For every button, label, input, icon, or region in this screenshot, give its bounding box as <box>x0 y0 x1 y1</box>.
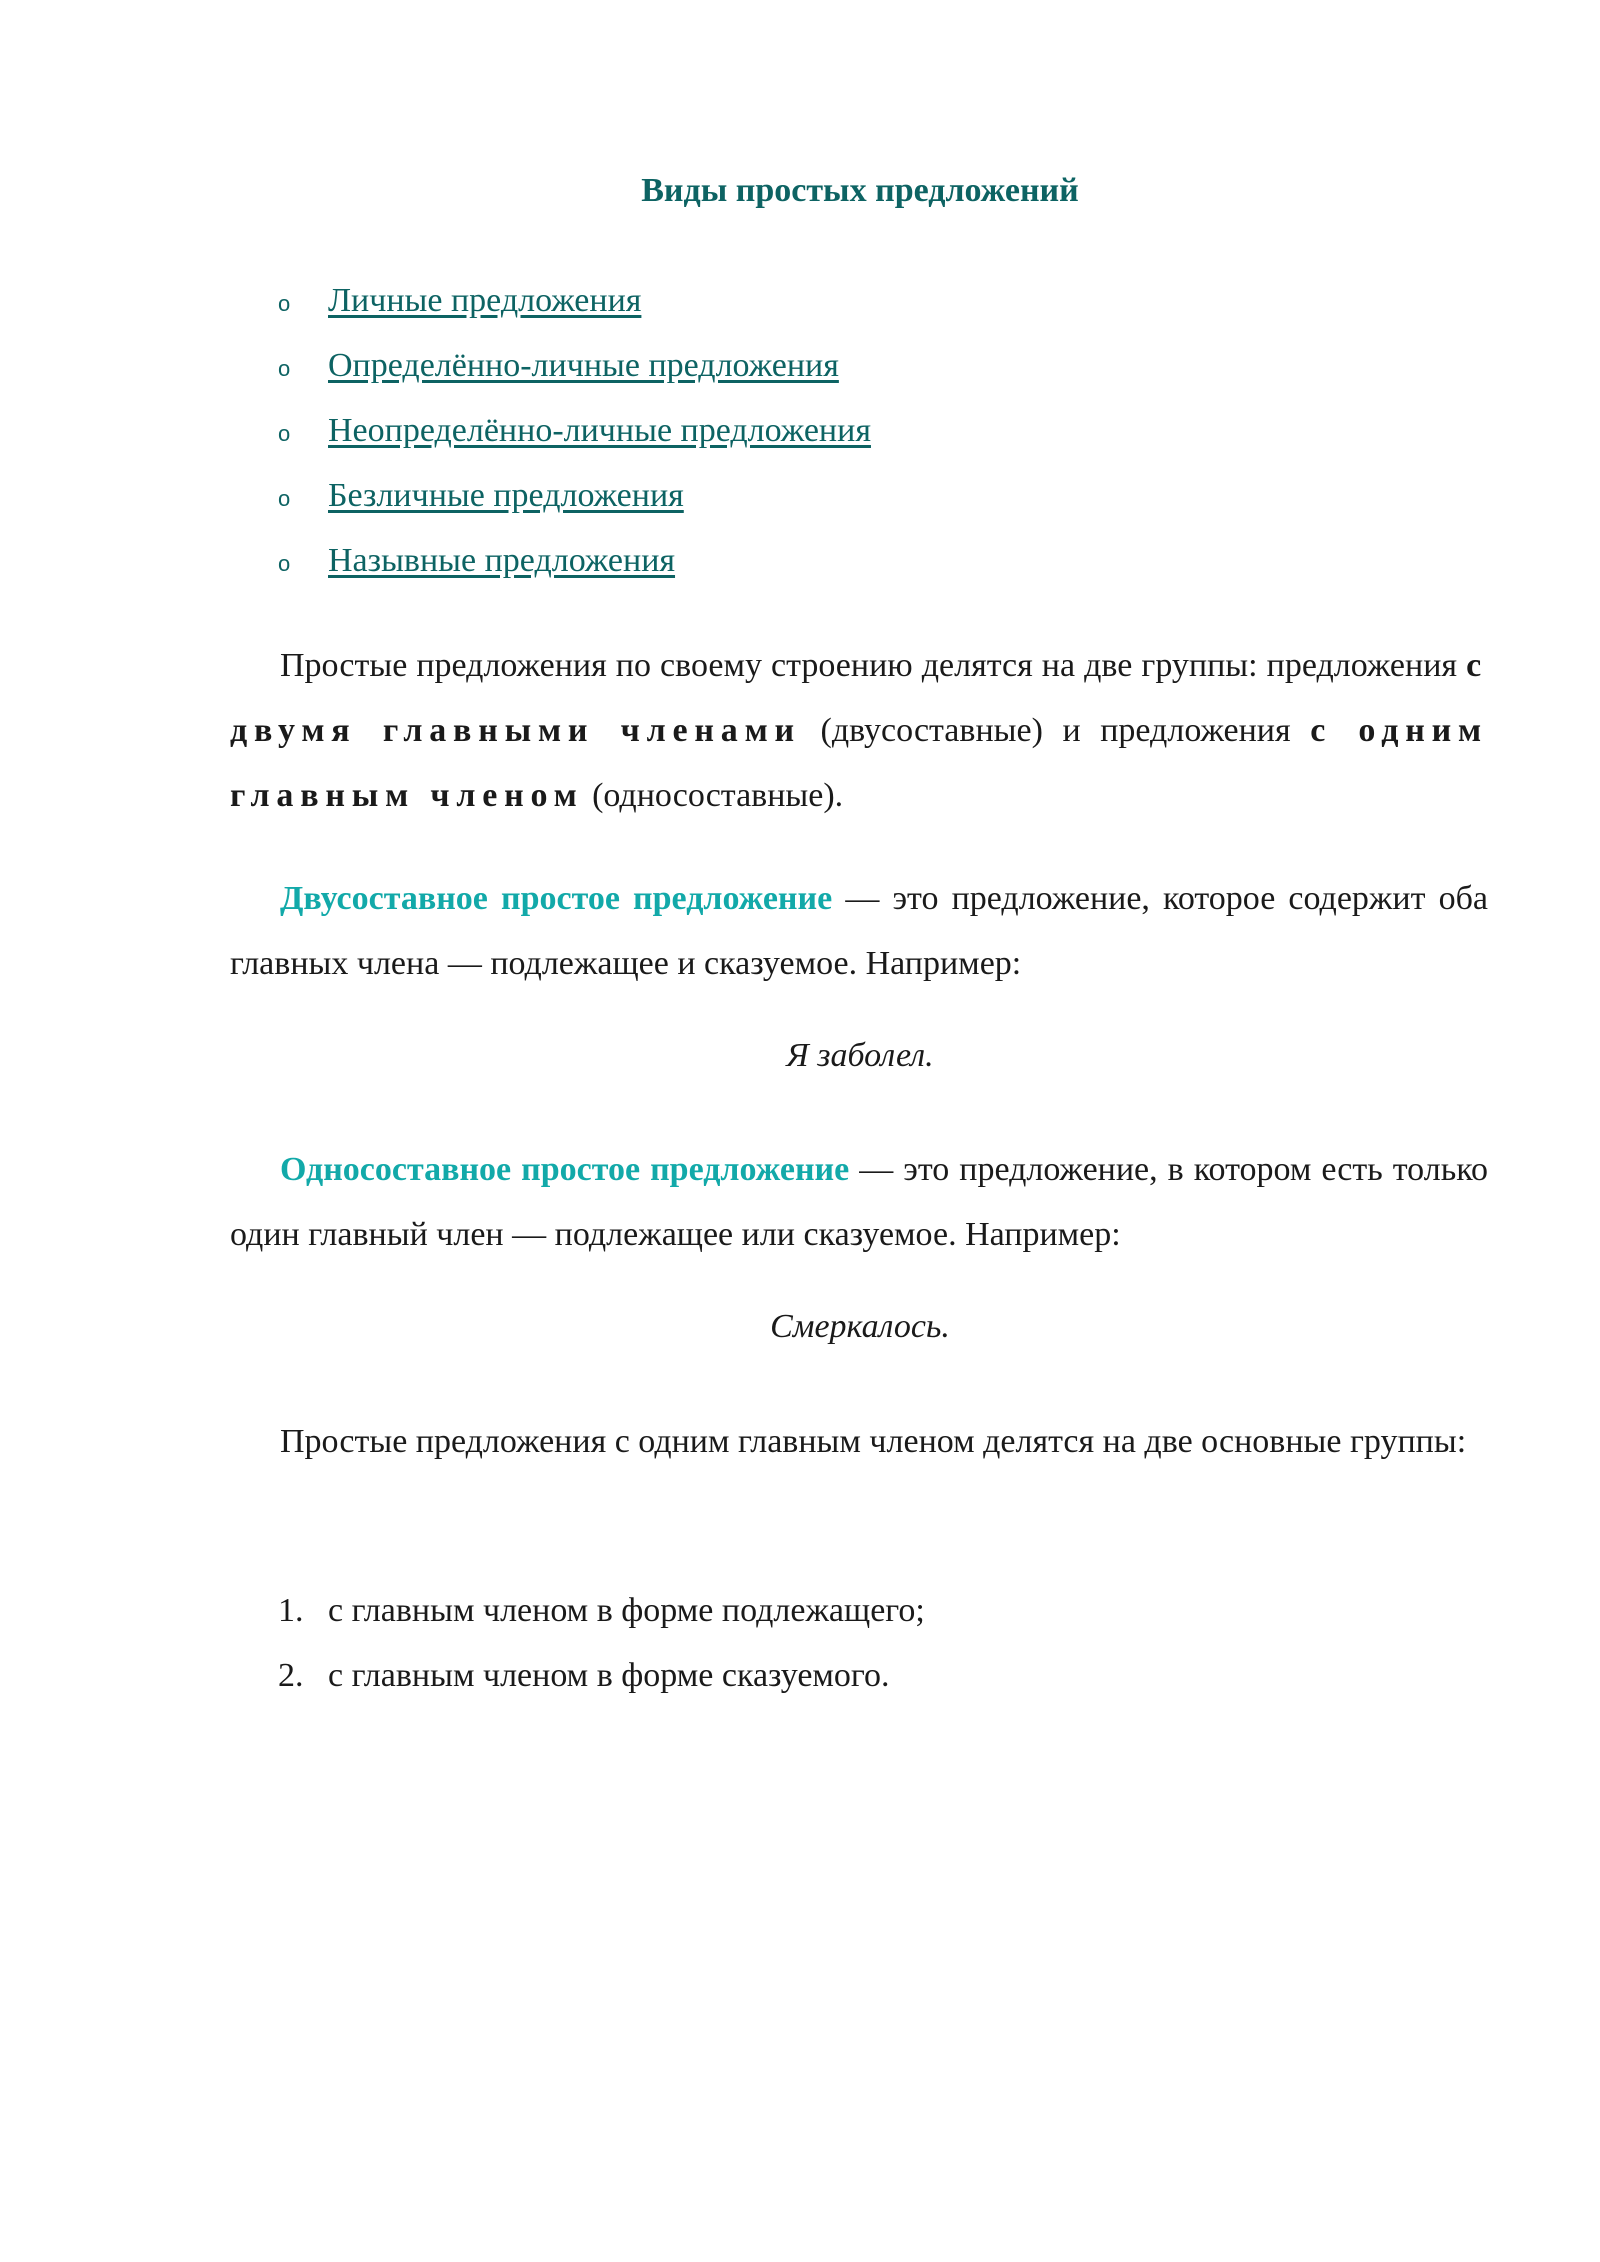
table-of-contents <box>278 272 871 597</box>
two-part-example: Я заболел. <box>786 1037 934 1074</box>
groups-intro-text: Простые предложения с одним главным членом делятся на две основные группы: <box>280 1423 1467 1460</box>
toc-bullet: o <box>278 356 291 381</box>
intro-paragraph <box>230 633 1488 828</box>
list-item-label: с главным членом в форме подлежащего; <box>328 1592 925 1629</box>
two-part-term: Двусоставное простое предложение <box>280 880 833 917</box>
toc-link-nominative[interactable]: Назывные предложения <box>328 542 676 579</box>
two-part-text: — это предложение, которое содержит оба главных члена — подлежащее и сказуемое. Например: <box>230 880 1488 982</box>
list-item-number: 1. <box>278 1592 304 1629</box>
toc-link-personal[interactable]: Личные предложения <box>328 282 642 319</box>
toc-bullet: o <box>278 486 291 511</box>
toc-bullet: o <box>278 551 291 576</box>
intro-emphasis-two-members: с двумя главными членами <box>230 647 1488 749</box>
toc-bullet: o <box>278 421 291 446</box>
list-item <box>278 1578 925 1643</box>
page-title: Виды простых предложений <box>641 172 1079 209</box>
toc-item-nominative <box>278 532 871 597</box>
list-item-number: 2. <box>278 1657 304 1694</box>
groups-list <box>278 1578 925 1708</box>
intro-emphasis-one-member: с одним главным членом <box>230 712 1488 814</box>
list-item <box>278 1643 925 1708</box>
intro-text-3: (односоставные). <box>583 777 844 814</box>
intro-text-1: Простые предложения по своему строению делятся на две группы: предложения <box>280 647 1467 684</box>
one-part-term: Односоставное простое предложение <box>280 1151 850 1188</box>
groups-intro-paragraph <box>230 1409 1488 1474</box>
two-part-definition <box>230 866 1488 996</box>
toc-bullet: o <box>278 291 291 316</box>
toc-item-personal <box>278 272 871 337</box>
one-part-definition <box>230 1137 1488 1267</box>
intro-text-2: (двусоставные) и предложения <box>800 712 1311 749</box>
toc-link-impersonal[interactable]: Безличные предложения <box>328 477 684 514</box>
toc-item-impersonal <box>278 467 871 532</box>
list-item-label: с главным членом в форме сказуемого. <box>328 1657 890 1694</box>
one-part-example: Смеркалось. <box>770 1308 950 1345</box>
toc-link-indefinite-personal[interactable]: Неопределённо-личные предложения <box>328 412 871 449</box>
toc-item-definite-personal <box>278 337 871 402</box>
one-part-text: — это предложение, в котором есть только один главный член — подлежащее или сказуемое. Например: <box>230 1151 1489 1253</box>
toc-link-definite-personal[interactable]: Определённо-личные предложения <box>328 347 839 384</box>
toc-item-indefinite-personal <box>278 402 871 467</box>
